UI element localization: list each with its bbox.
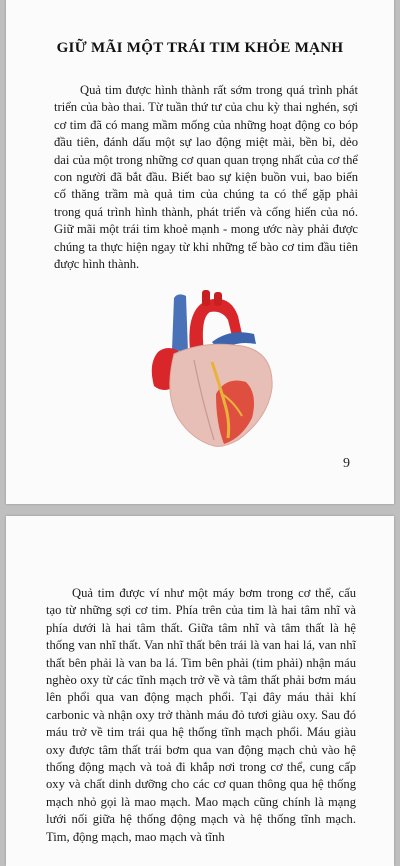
- page-title: GIỮ MÃI MỘT TRÁI TIM KHỎE MẠNH: [56, 40, 344, 56]
- vena-cava-shape: [172, 294, 188, 352]
- aorta-branch-shape: [214, 292, 222, 306]
- page-number: 9: [343, 456, 350, 471]
- heart-anatomy-illustration: [134, 290, 284, 450]
- paragraph-heart-function: Quả tim được ví như một máy bơm trong cơ thể, cấu tạo từ những sợi cơ tim. Phía trên của tim là hai tâm nhĩ và phía dưới là hai tâm thất. Giữa tâm nhĩ và tâm thất là hệ thống van nhĩ thất. Van nhĩ thất bên trái là van hai lá, van nhĩ thất bên phải là van ba lá. Tim bên phải (tim phải) nhận máu nghèo oxy từ các tĩnh mạch trở về và tâm thất phải bơm máu lên phổi qua van động mạch phổi. Tại đây máu thải khí carbonic và nhận oxy trở thành máu đỏ tươi giàu oxy. Sau đó máu trở về tim trái qua hệ thống tĩnh mạch phổi. Máu giàu oxy được tâm thất trái bơm qua van động mạch chủ vào hệ thống động mạch và toả đi khắp nơi trong cơ thể, cung cấp oxy và chất dinh dưỡng cho các cơ quan thông qua hệ thống mạch nhỏ gọi là mao mạch. Mao mạch cũng chính là mạng lưới nối giữa hệ thống động mạch và hệ thống tĩnh mạch. Tim, động mạch, mao mạch và tĩnh: [46, 586, 356, 844]
- aorta-branch-shape: [202, 290, 210, 306]
- paragraph-intro: Quả tim được hình thành rất sớm trong quá trình phát triển của bào thai. Từ tuần thứ tư của chu kỳ thai nghén, sợi cơ tim đã có mang mầm mống của những hoạt động co bóp đầu tiên, đánh dấu một sự lao động miệt mài, bền bỉ, dẻo dai của một trong những cơ quan quan trọng nhất của cơ thể con người đã bắt đầu. Biết bao sự kiện buồn vui, bao biến cố thăng trầm mà quả tim của chúng ta có thể gặp phải trong quá trình hình thành, phát triển và cống hiến của nó. Giữ mãi một trái tim khoẻ mạnh - mong ước này phải được chúng ta thực hiện ngay từ khi những tế bào cơ tim đầu tiên được hình thành.: [54, 83, 358, 272]
- page-fade: [6, 852, 394, 866]
- book-page-1: [6, 0, 394, 504]
- book-page-2: [6, 516, 394, 866]
